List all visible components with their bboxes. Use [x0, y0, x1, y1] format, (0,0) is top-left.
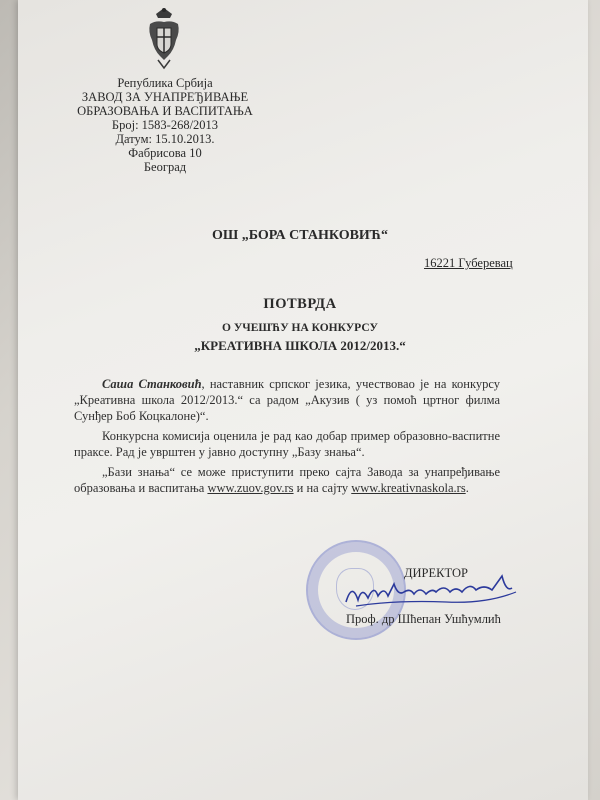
contest-name: „КРЕАТИВНА ШКОЛА 2012/2013.“: [194, 338, 406, 353]
paragraph-2: Конкурсна комисија оценила је рад као добар пример образовно-васпитне праксе. Рад је уврштен у јавно доступну „Базу знања“.: [74, 429, 500, 459]
recipient-place: 16221 Губеревац: [424, 256, 513, 270]
reference-number: Број: 1583-268/2013: [111, 118, 219, 132]
paragraph-3-text: „Бази знања“ се може приступити преко сајта Завода за унапређивање образовања и васпитања: [74, 465, 500, 495]
republic-line: Република Србија: [117, 76, 213, 90]
paragraph-3-end: .: [465, 481, 469, 495]
document-title: ПОТВРДА: [263, 296, 337, 312]
document-date: Датум: 15.10.2013.: [115, 132, 215, 146]
street-address: Фабрисова 10: [128, 146, 202, 160]
institute-line-2: ОБРАЗОВАЊА И ВАСПИТАЊА: [77, 104, 253, 118]
paragraph-3-mid: и на сајту: [293, 481, 352, 495]
participant-name: Саша Станковић: [102, 377, 202, 391]
signatory-name: Проф. др Шћепан Ушћумлић: [346, 612, 501, 626]
paragraph-1: [74, 376, 500, 424]
sender-header: [60, 76, 270, 174]
paragraph-1-text: , наставник српског језика, учествовао је на конкурсу „Креативна школа 2012/2013.“ са радом „Акузив ( уз помоћ цртног филма Сунђер Боб Коцкалоне)“.: [74, 377, 500, 423]
signatory-role: ДИРЕКТОР: [404, 566, 468, 580]
body-text: [74, 376, 500, 496]
kreativnaskola-link[interactable]: www.kreativnaskola.rs: [351, 481, 466, 495]
recipient-school: ОШ „БОРА СТАНКОВИЋ“: [211, 228, 389, 243]
coat-of-arms-icon: [146, 6, 182, 70]
document-subtitle: О УЧЕШЋУ НА КОНКУРСУ: [222, 322, 378, 334]
city: Београд: [143, 160, 187, 174]
paragraph-3: [74, 464, 500, 496]
institute-line-1: ЗАВОД ЗА УНАПРЕЂИВАЊЕ: [81, 90, 249, 104]
zuov-link[interactable]: www.zuov.gov.rs: [207, 481, 294, 495]
